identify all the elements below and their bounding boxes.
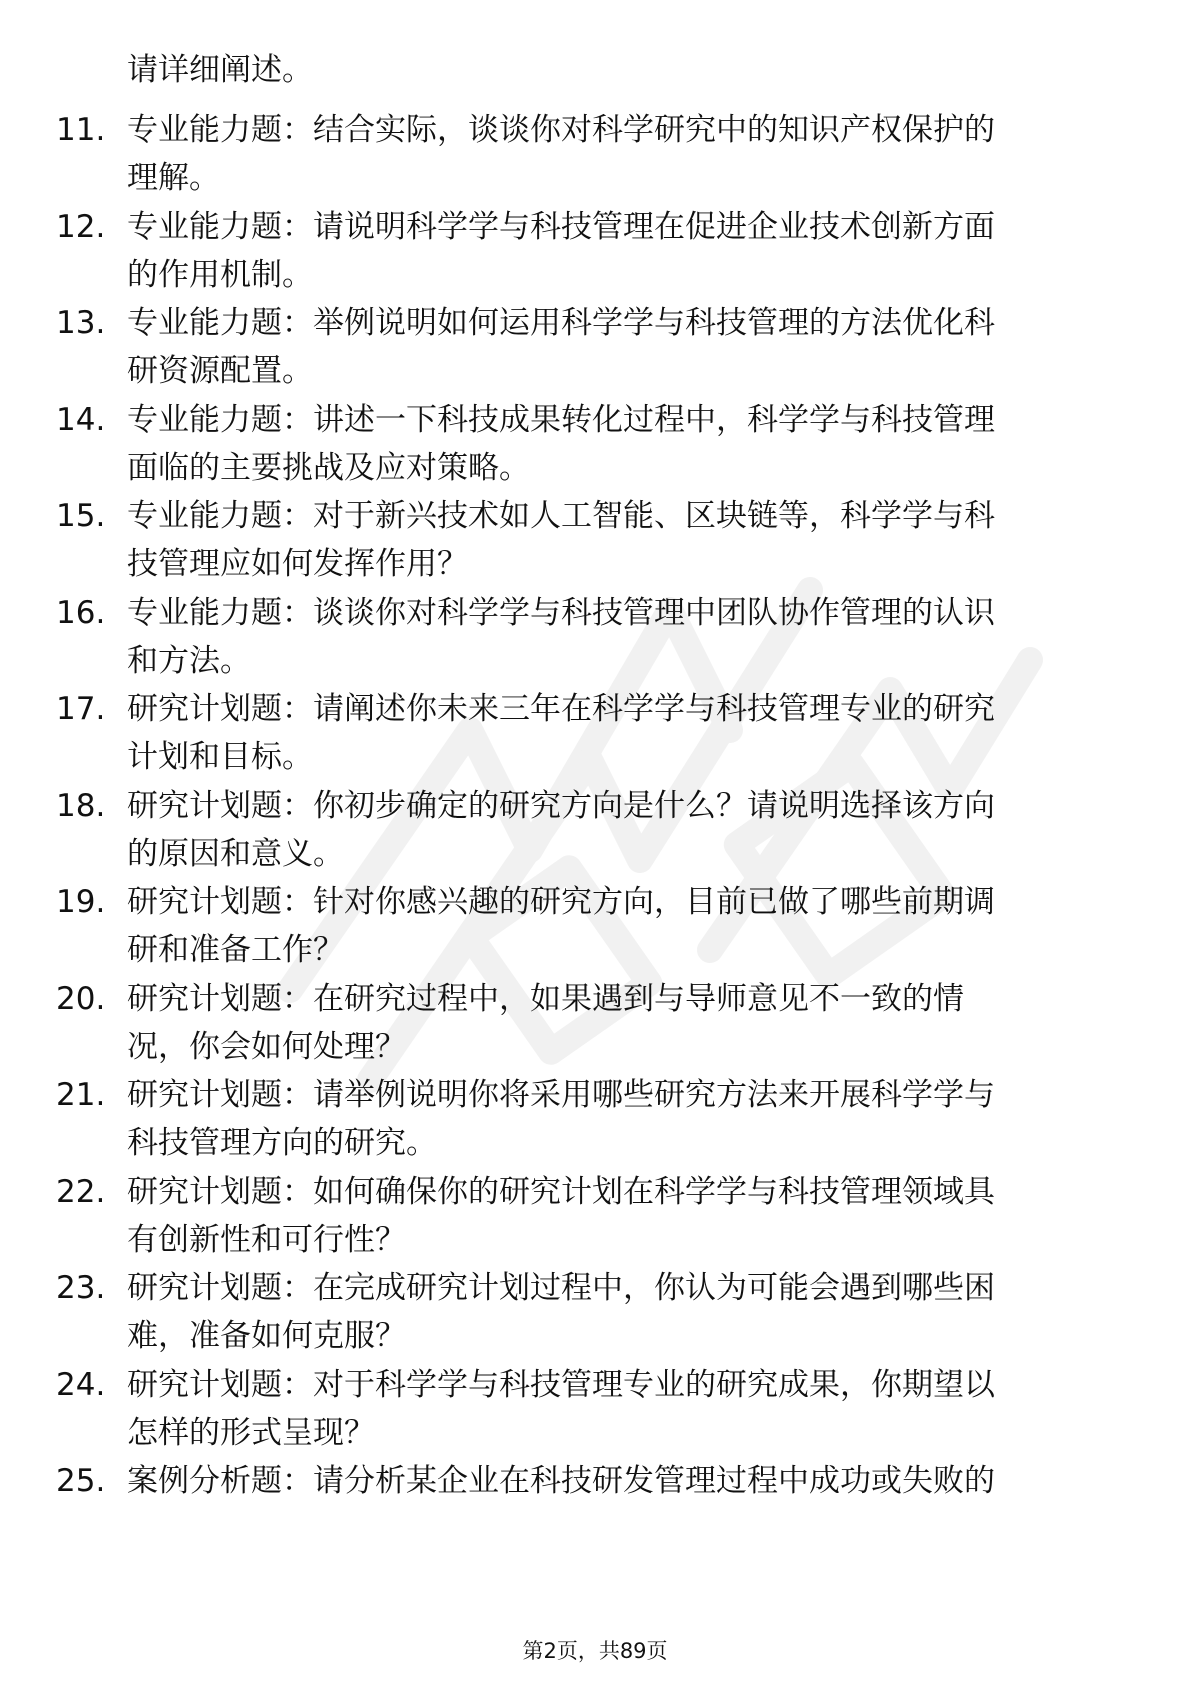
item-text xyxy=(127,1264,1127,1360)
item-number: 12. xyxy=(56,209,106,245)
item-text-line: 面临的主要挑战及应对策略。 xyxy=(127,450,530,486)
item-text xyxy=(127,106,1127,202)
item-number: 16. xyxy=(56,595,106,631)
item-number: 17. xyxy=(56,691,106,727)
item-number: 21. xyxy=(56,1077,106,1113)
item-text-line: 研究计划题：在完成研究计划过程中，你认为可能会遇到哪些困 xyxy=(127,1270,995,1306)
item-number: 18. xyxy=(56,788,106,824)
item-text-line: 研究计划题：针对你感兴趣的研究方向，目前已做了哪些前期调 xyxy=(127,884,995,920)
item-text xyxy=(127,1457,1127,1505)
item-text-line: 难，准备如何克服？ xyxy=(127,1318,406,1354)
item-text-line: 研和准备工作？ xyxy=(127,932,344,968)
item-text-line: 的作用机制。 xyxy=(127,257,313,293)
item-text-line: 理解。 xyxy=(127,160,220,196)
item-text-line: 专业能力题：谈谈你对科学学与科技管理中团队协作管理的认识 xyxy=(127,595,995,631)
item-text xyxy=(127,492,1127,588)
item-number: 22. xyxy=(56,1174,106,1210)
item-text xyxy=(127,396,1127,492)
item-text xyxy=(127,975,1127,1071)
item-text xyxy=(127,878,1127,974)
item-text xyxy=(127,589,1127,685)
item-text-line: 专业能力题：举例说明如何运用科学学与科技管理的方法优化科 xyxy=(127,305,995,341)
item-number: 19. xyxy=(56,884,106,920)
item-text xyxy=(127,782,1127,878)
item-text-line: 专业能力题：讲述一下科技成果转化过程中，科学学与科技管理 xyxy=(127,402,995,438)
item-text xyxy=(127,1071,1127,1167)
item-number: 24. xyxy=(56,1367,106,1403)
item-text-line: 研究计划题：请举例说明你将采用哪些研究方法来开展科学学与 xyxy=(127,1077,995,1113)
item-number: 20. xyxy=(56,981,106,1017)
item-number: 25. xyxy=(56,1463,106,1499)
item-text-line: 专业能力题：对于新兴技术如人工智能、区块链等，科学学与科 xyxy=(127,498,995,534)
item-text-line: 有创新性和可行性？ xyxy=(127,1222,406,1258)
item-text-line: 怎样的形式呈现？ xyxy=(127,1415,375,1451)
item-text xyxy=(127,685,1127,781)
item-text-line: 研究计划题：你初步确定的研究方向是什么？请说明选择该方向 xyxy=(127,788,995,824)
item-text-line: 研究计划题：如何确保你的研究计划在科学学与科技管理领域具 xyxy=(127,1174,995,1210)
continuation-text: 请详细阐述。 xyxy=(127,52,313,88)
item-text-line: 案例分析题：请分析某企业在科技研发管理过程中成功或失败的 xyxy=(127,1463,995,1499)
item-text xyxy=(127,1168,1127,1264)
item-text-line: 的原因和意义。 xyxy=(127,836,344,872)
item-text-line: 研资源配置。 xyxy=(127,353,313,389)
item-number: 13. xyxy=(56,305,106,341)
item-number: 15. xyxy=(56,498,106,534)
item-text-line: 计划和目标。 xyxy=(127,739,313,775)
item-text xyxy=(127,1361,1127,1457)
item-number: 23. xyxy=(56,1270,106,1306)
item-text-line: 况，你会如何处理？ xyxy=(127,1029,406,1065)
item-text-line: 研究计划题：对于科学学与科技管理专业的研究成果，你期望以 xyxy=(127,1367,995,1403)
item-text-line: 技管理应如何发挥作用？ xyxy=(127,546,468,582)
item-text-line: 和方法。 xyxy=(127,643,251,679)
item-number: 14. xyxy=(56,402,106,438)
item-text xyxy=(127,203,1127,299)
item-number: 11. xyxy=(56,112,106,148)
item-text xyxy=(127,299,1127,395)
page-footer: 第2页，共89页 xyxy=(522,1639,668,1663)
item-text-line: 研究计划题：在研究过程中，如果遇到与导师意见不一致的情 xyxy=(127,981,964,1017)
item-text-line: 专业能力题：结合实际，谈谈你对科学研究中的知识产权保护的 xyxy=(127,112,995,148)
item-text-line: 专业能力题：请说明科学学与科技管理在促进企业技术创新方面 xyxy=(127,209,995,245)
item-text-line: 科技管理方向的研究。 xyxy=(127,1125,437,1161)
item-text-line: 研究计划题：请阐述你未来三年在科学学与科技管理专业的研究 xyxy=(127,691,995,727)
